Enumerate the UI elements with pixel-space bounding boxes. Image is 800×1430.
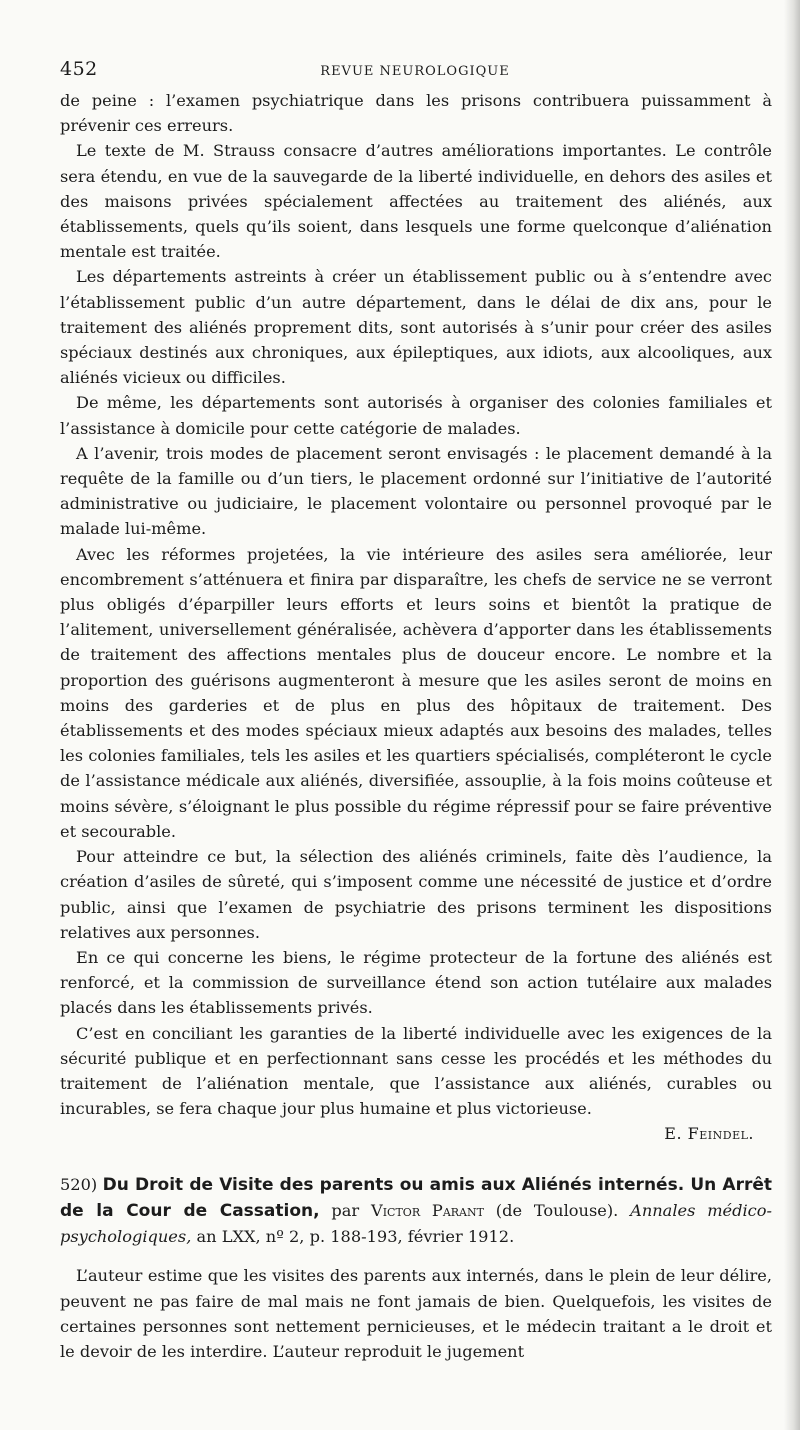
paragraph: En ce qui concerne les biens, le régime protecteur de la fortune des aliénés est renforcé, et la commission de surveillance étend son action tutélaire aux malades placés dans les établissements privés. [60, 947, 772, 1018]
article-number: 520) [60, 1175, 98, 1195]
journal-name: Annales médico-psychologiques, [60, 1201, 772, 1247]
paragraph: Pour atteindre ce but, la sélection des aliénés criminels, faite dès l’audience, la création d’asiles de sûreté, qui s’imposent comme une nécessité de justice et d’ordre public, ainsi que l’examen de psychiatrie des prisons terminent les dispositions relatives aux personnes. [60, 847, 772, 942]
page-header [60, 54, 770, 88]
article-by: par [331, 1201, 360, 1221]
reviewer-signature: E. Feindel. [664, 1124, 754, 1144]
running-head: REVUE NEUROLOGIQUE [320, 64, 510, 79]
paragraph: A l’avenir, trois modes de placement seront envisagés : le placement demandé à la requête de la famille ou d’un tiers, le placement ordonné sur l’initiative de l’autorité administrative ou judiciaire, le placement volontaire ou personnel provoqué par le malade lui-même. [60, 443, 772, 539]
article-heading [60, 1172, 772, 1249]
paragraph: Le texte de M. Strauss consacre d’autres améliorations importantes. Le contrôle sera étendu, en vue de la sauvegarde de la liberté individuelle, en dehors des asiles et des maisons privées spécialement affectées au traitement des aliénés, aux établissements, quels qu’ils soient, dans lesquels une forme quelconque d’aliénation mentale est traitée. [60, 141, 772, 262]
article-author-place: (de Toulouse). [495, 1201, 619, 1221]
book-spine-shadow [784, 0, 800, 1430]
review-body [60, 88, 772, 1121]
paragraph: de peine : l’examen psychiatrique dans les prisons contribuera puissamment à prévenir ces erreurs. [60, 91, 772, 136]
article-abstract [60, 1263, 772, 1364]
paragraph: Avec les réformes projetées, la vie intérieure des asiles sera améliorée, leur encombrement s’atténuera et finira par disparaître, les chefs de service ne se verront plus obligés d’éparpiller leurs efforts et leurs soins et bientôt la pratique de l’alitement, universellement généralisée, achèvera d’apporter dans les établissements de traitement des affections mentales plus de douceur encore. Le nombre et la proportion des guérisons augmenteront à mesure que les asiles seront de moins en moins des garderies et de plus en plus des hôpitaux de traitement. Des établissements et des modes spéciaux mieux adaptés aux besoins des malades, telles les colonies familiales, tels les asiles et les quartiers spécialisés, compléteront le cycle de l’assistance médicale aux aliénés, diversifiée, assouplie, à la fois moins coûteuse et moins sévère, s’éloignant le plus possible du régime répressif pour se faire préventive et secourable. [60, 544, 772, 841]
paragraph: De même, les départements sont autorisés à organiser des colonies familiales et l’assistance à domicile pour cette catégorie de malades. [60, 393, 772, 438]
page-number: 452 [60, 58, 98, 80]
article-author: Victor Parant [371, 1201, 484, 1221]
paragraph: L’auteur estime que les visites des parents aux internés, dans le plein de leur délire, peuvent ne pas faire de mal mais ne font jamais de bien. Quelquefois, les visites de certaines personnes sont nettement pernicieuses, et le médecin traitant a le droit et le devoir de les interdire. L’auteur reproduit le jugement [60, 1266, 772, 1361]
paragraph: Les départements astreints à créer un établissement public ou à s’entendre avec l’établissement public d’un autre département, dans le délai de dix ans, pour le traitement des aliénés proprement dits, sont autorisés à s’unir pour créer des asiles spéciaux destinés aux chroniques, aux épileptiques, aux idiots, aux alcooliques, aux aliénés vicieux ou difficiles. [60, 267, 772, 388]
article-title: Du Droit de Visite des parents ou amis aux Aliénés internés. Un Arrêt de la Cour de Cassation, [60, 1175, 772, 1222]
paragraph: C’est en conciliant les garanties de la liberté individuelle avec les exigences de la sécurité publique et en perfectionnant sans cesse les procédés et les méthodes du traitement de l’aliénation mentale, que l’assistance aux aliénés, curables ou incurables, se fera chaque jour plus humaine et plus victorieuse. [60, 1023, 772, 1119]
journal-reference: an LXX, nº 2, p. 188-193, février 1912. [196, 1227, 515, 1247]
